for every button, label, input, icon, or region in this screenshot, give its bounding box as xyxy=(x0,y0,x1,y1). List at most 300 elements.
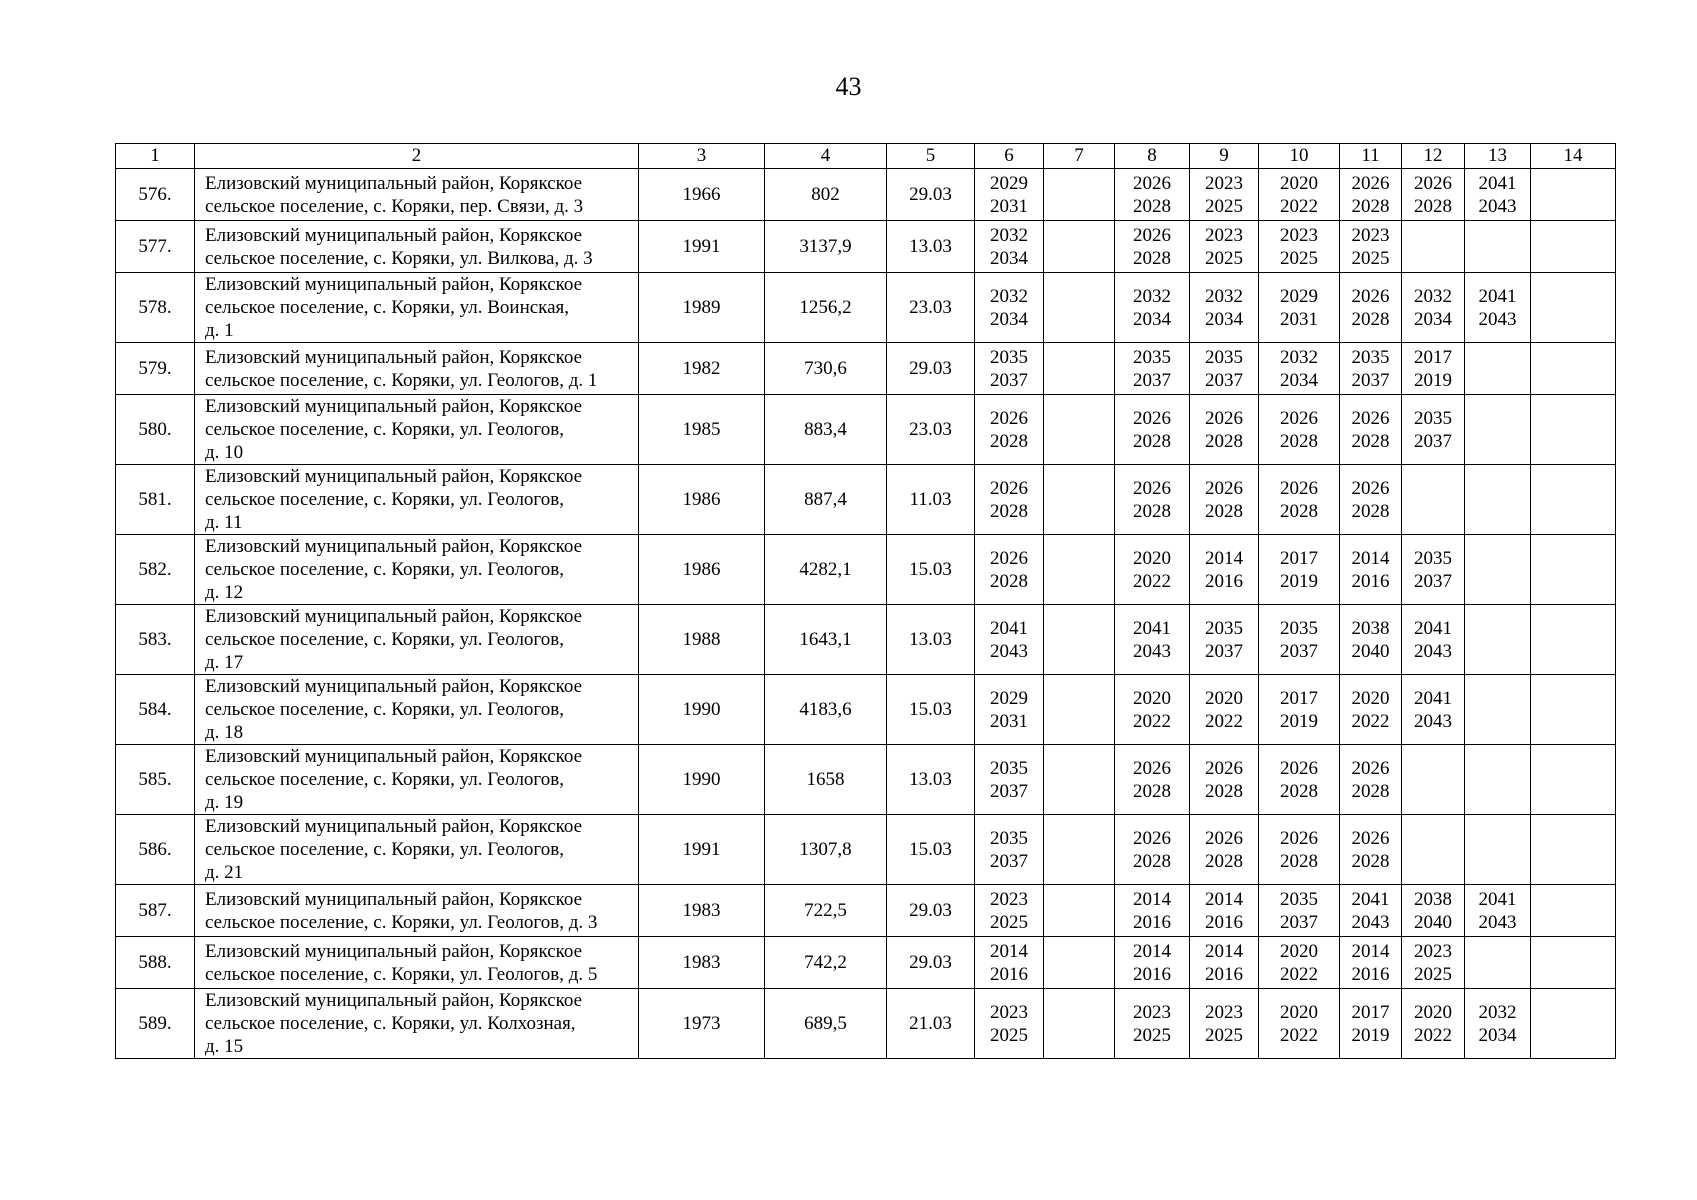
address-cell xyxy=(195,745,639,815)
period-start-year: 2020 xyxy=(1414,1001,1452,1023)
area-cell: 883,4 xyxy=(765,395,887,465)
repair-period-cell xyxy=(1044,675,1115,745)
period-start-year: 2023 xyxy=(990,1001,1028,1023)
repair-period-cell xyxy=(1402,885,1465,937)
period-end-year: 2028 xyxy=(1351,195,1390,217)
repair-period-cell xyxy=(1340,989,1402,1059)
repair-period-cell xyxy=(1340,535,1402,605)
year-built-cell: 1988 xyxy=(639,605,765,675)
period-end-year: 2034 xyxy=(1280,369,1318,391)
year-built-cell: 1983 xyxy=(639,937,765,989)
repair-period-cell xyxy=(1044,221,1115,273)
repair-period-cell xyxy=(1465,221,1531,273)
table-row xyxy=(116,395,1616,465)
period-start-year: 2029 xyxy=(1280,285,1318,307)
repair-period-cell xyxy=(975,937,1044,989)
repair-period-cell xyxy=(1340,343,1402,395)
repair-period-cell xyxy=(975,221,1044,273)
period-end-year: 2028 xyxy=(1133,500,1171,522)
period-start-year: 2041 xyxy=(1414,687,1452,709)
period-start-year: 2014 xyxy=(1205,547,1243,569)
period-end-year: 2043 xyxy=(1478,195,1517,217)
repair-period-cell xyxy=(1531,675,1616,745)
period-end-year: 2019 xyxy=(1280,710,1318,732)
repair-period-cell xyxy=(1465,745,1531,815)
period-end-year: 2028 xyxy=(1351,500,1390,522)
column-header: 2 xyxy=(195,144,639,169)
address-line: Елизовский муниципальный район, Корякское xyxy=(205,224,583,246)
period-end-year: 2028 xyxy=(990,500,1028,522)
period-start-year: 2023 xyxy=(1205,1001,1243,1023)
period-start-year: 2023 xyxy=(1133,1001,1171,1023)
row-number-cell: 579. xyxy=(116,343,195,395)
table-row xyxy=(116,885,1616,937)
period-start-year: 2023 xyxy=(1414,940,1452,962)
period-start-year: 2026 xyxy=(1205,827,1243,849)
year-built-cell: 1986 xyxy=(639,465,765,535)
code-cell: 29.03 xyxy=(887,937,975,989)
period-end-year: 2028 xyxy=(1133,430,1171,452)
period-end-year: 2016 xyxy=(990,963,1028,985)
repair-period-cell xyxy=(1115,937,1190,989)
repair-period-cell xyxy=(1340,885,1402,937)
area-cell: 722,5 xyxy=(765,885,887,937)
repair-period-cell xyxy=(1402,273,1465,343)
period-start-year: 2035 xyxy=(1280,888,1318,910)
period-start-year: 2026 xyxy=(1133,224,1171,246)
repair-period-cell xyxy=(1044,989,1115,1059)
column-header: 1 xyxy=(116,144,195,169)
repair-period-cell xyxy=(1259,989,1340,1059)
address-line: Елизовский муниципальный район, Корякское xyxy=(205,396,583,417)
period-start-year: 2020 xyxy=(1205,687,1243,709)
address-line: сельское поселение, с. Коряки, ул. Вилкова, д. 3 xyxy=(205,247,593,269)
period-end-year: 2037 xyxy=(1133,369,1171,391)
period-end-year: 2031 xyxy=(1280,308,1318,330)
period-start-year: 2014 xyxy=(1205,940,1243,962)
period-start-year: 2041 xyxy=(1478,285,1517,307)
code-cell: 15.03 xyxy=(887,535,975,605)
repair-period-cell xyxy=(1531,605,1616,675)
code-cell: 13.03 xyxy=(887,605,975,675)
period-start-year: 2035 xyxy=(1133,346,1171,368)
period-start-year: 2014 xyxy=(1133,940,1171,962)
period-end-year: 2016 xyxy=(1205,570,1243,592)
period-start-year: 2014 xyxy=(1133,888,1171,910)
year-built-cell: 1986 xyxy=(639,535,765,605)
period-start-year: 2029 xyxy=(990,687,1028,709)
period-start-year: 2026 xyxy=(1205,757,1243,779)
repair-period-cell xyxy=(1465,535,1531,605)
period-start-year: 2026 xyxy=(990,547,1028,569)
period-end-year: 2028 xyxy=(1351,850,1390,872)
address-line: Елизовский муниципальный район, Корякское xyxy=(205,888,583,910)
repair-period-cell xyxy=(1465,989,1531,1059)
period-end-year: 2025 xyxy=(1133,1024,1171,1046)
address-line: д. 19 xyxy=(205,792,244,813)
period-end-year: 2028 xyxy=(1205,850,1243,872)
table-row xyxy=(116,815,1616,885)
code-cell: 13.03 xyxy=(887,221,975,273)
period-start-year: 2026 xyxy=(1351,757,1390,779)
address-line: Елизовский муниципальный район, Корякское xyxy=(205,346,583,368)
repair-period-cell xyxy=(1402,169,1465,221)
repair-period-cell xyxy=(975,169,1044,221)
period-end-year: 2028 xyxy=(990,430,1028,452)
period-start-year: 2032 xyxy=(990,285,1028,307)
area-cell: 1658 xyxy=(765,745,887,815)
address-line: сельское поселение, с. Коряки, ул. Колхозная, xyxy=(205,1013,576,1034)
row-number-cell: 581. xyxy=(116,465,195,535)
year-built-cell: 1991 xyxy=(639,815,765,885)
period-start-year: 2032 xyxy=(990,224,1028,246)
repair-period-cell xyxy=(1190,221,1259,273)
period-end-year: 2028 xyxy=(1280,500,1318,522)
column-header: 14 xyxy=(1531,144,1616,169)
period-end-year: 2025 xyxy=(1351,247,1390,269)
repair-period-cell xyxy=(1402,937,1465,989)
area-cell: 742,2 xyxy=(765,937,887,989)
table-body xyxy=(116,169,1616,1059)
period-end-year: 2034 xyxy=(1133,308,1171,330)
repair-period-cell xyxy=(1402,343,1465,395)
row-number-cell: 576. xyxy=(116,169,195,221)
period-start-year: 2026 xyxy=(1133,827,1171,849)
address-line: Елизовский муниципальный район, Корякское xyxy=(205,816,583,837)
period-end-year: 2022 xyxy=(1280,963,1318,985)
repair-period-cell xyxy=(1340,221,1402,273)
address-cell xyxy=(195,395,639,465)
year-built-cell: 1982 xyxy=(639,343,765,395)
repair-period-cell xyxy=(1190,815,1259,885)
period-start-year: 2032 xyxy=(1280,346,1318,368)
address-line: Елизовский муниципальный район, Корякское xyxy=(205,606,583,627)
period-end-year: 2040 xyxy=(1351,640,1390,662)
repair-period-cell xyxy=(1531,273,1616,343)
repair-period-cell xyxy=(1259,745,1340,815)
row-number-cell: 583. xyxy=(116,605,195,675)
code-cell: 15.03 xyxy=(887,815,975,885)
address-line: сельское поселение, с. Коряки, ул. Геологов, xyxy=(205,489,564,510)
repair-period-cell xyxy=(1115,605,1190,675)
repair-period-cell xyxy=(1115,343,1190,395)
repair-period-cell xyxy=(1402,745,1465,815)
repair-period-cell xyxy=(1044,745,1115,815)
repair-period-cell xyxy=(1190,273,1259,343)
address-cell xyxy=(195,535,639,605)
period-start-year: 2026 xyxy=(1280,827,1318,849)
period-start-year: 2020 xyxy=(1351,687,1390,709)
repair-period-cell xyxy=(1531,395,1616,465)
address-cell xyxy=(195,343,639,395)
column-header: 4 xyxy=(765,144,887,169)
year-built-cell: 1990 xyxy=(639,675,765,745)
repair-period-cell xyxy=(1044,465,1115,535)
repair-period-cell xyxy=(1259,937,1340,989)
repair-period-cell xyxy=(1190,343,1259,395)
period-start-year: 2041 xyxy=(990,617,1028,639)
period-end-year: 2025 xyxy=(1280,247,1318,269)
period-end-year: 2028 xyxy=(1133,850,1171,872)
table-row xyxy=(116,989,1616,1059)
period-start-year: 2032 xyxy=(1133,285,1171,307)
period-end-year: 2016 xyxy=(1133,911,1171,933)
row-number-cell: 577. xyxy=(116,221,195,273)
address-line: сельское поселение, с. Коряки, ул. Геологов, д. 1 xyxy=(205,369,598,391)
period-start-year: 2041 xyxy=(1351,888,1390,910)
period-end-year: 2016 xyxy=(1133,963,1171,985)
period-end-year: 2019 xyxy=(1280,570,1318,592)
repair-period-cell xyxy=(1190,675,1259,745)
row-number-cell: 578. xyxy=(116,273,195,343)
period-start-year: 2023 xyxy=(1205,172,1243,194)
address-cell xyxy=(195,273,639,343)
table-row xyxy=(116,465,1616,535)
period-start-year: 2017 xyxy=(1351,1001,1390,1023)
repair-period-cell xyxy=(1259,605,1340,675)
column-header: 10 xyxy=(1259,144,1340,169)
area-cell: 887,4 xyxy=(765,465,887,535)
repair-period-cell xyxy=(1115,169,1190,221)
repair-period-cell xyxy=(1465,815,1531,885)
area-cell: 689,5 xyxy=(765,989,887,1059)
period-end-year: 2028 xyxy=(1280,850,1318,872)
address-line: сельское поселение, с. Коряки, ул. Геологов, xyxy=(205,769,564,790)
period-end-year: 2043 xyxy=(1414,710,1452,732)
period-end-year: 2022 xyxy=(1414,1024,1452,1046)
address-line: Елизовский муниципальный район, Корякское xyxy=(205,466,583,487)
address-line: д. 15 xyxy=(205,1036,244,1057)
period-end-year: 2040 xyxy=(1414,911,1452,933)
repair-period-cell xyxy=(975,395,1044,465)
period-start-year: 2035 xyxy=(990,827,1028,849)
repair-period-cell xyxy=(1115,273,1190,343)
address-line: Елизовский муниципальный район, Корякское xyxy=(205,990,583,1011)
period-end-year: 2037 xyxy=(1205,369,1243,391)
period-start-year: 2020 xyxy=(1133,687,1171,709)
address-line: Елизовский муниципальный район, Корякское xyxy=(205,940,583,962)
period-end-year: 2025 xyxy=(1205,1024,1243,1046)
address-line: д. 11 xyxy=(205,512,243,533)
table-row xyxy=(116,169,1616,221)
period-end-year: 2025 xyxy=(1205,247,1243,269)
period-start-year: 2032 xyxy=(1478,1001,1517,1023)
period-end-year: 2022 xyxy=(1133,710,1171,732)
period-end-year: 2025 xyxy=(1414,963,1452,985)
period-end-year: 2028 xyxy=(1133,247,1171,269)
address-line: Елизовский муниципальный район, Корякское xyxy=(205,676,583,697)
period-end-year: 2028 xyxy=(1205,430,1243,452)
repair-period-cell xyxy=(975,273,1044,343)
area-cell: 802 xyxy=(765,169,887,221)
area-cell: 4282,1 xyxy=(765,535,887,605)
period-end-year: 2037 xyxy=(1280,640,1318,662)
repair-period-cell xyxy=(1259,535,1340,605)
repair-period-cell xyxy=(1259,815,1340,885)
area-cell: 1643,1 xyxy=(765,605,887,675)
period-start-year: 2035 xyxy=(990,757,1028,779)
page-number: 43 xyxy=(835,72,862,101)
period-start-year: 2035 xyxy=(1205,346,1243,368)
repair-period-cell xyxy=(975,343,1044,395)
period-start-year: 2035 xyxy=(1414,407,1452,429)
period-start-year: 2026 xyxy=(1133,172,1171,194)
repair-period-cell xyxy=(1259,221,1340,273)
period-end-year: 2028 xyxy=(1205,780,1243,802)
repair-period-cell xyxy=(1044,169,1115,221)
repair-period-cell xyxy=(1531,169,1616,221)
period-start-year: 2026 xyxy=(1205,407,1243,429)
repair-period-cell xyxy=(1259,273,1340,343)
column-header: 5 xyxy=(887,144,975,169)
period-end-year: 2031 xyxy=(990,710,1028,732)
repair-period-cell xyxy=(1044,273,1115,343)
period-start-year: 2020 xyxy=(1280,1001,1318,1023)
period-end-year: 2043 xyxy=(1414,640,1452,662)
column-header: 8 xyxy=(1115,144,1190,169)
repair-period-cell xyxy=(1531,535,1616,605)
period-end-year: 2016 xyxy=(1351,963,1390,985)
repair-period-cell xyxy=(1115,465,1190,535)
repair-period-cell xyxy=(1531,989,1616,1059)
table-row xyxy=(116,343,1616,395)
code-cell: 13.03 xyxy=(887,745,975,815)
year-built-cell: 1966 xyxy=(639,169,765,221)
period-end-year: 2043 xyxy=(1133,640,1171,662)
period-start-year: 2032 xyxy=(1414,285,1452,307)
period-end-year: 2022 xyxy=(1133,570,1171,592)
period-end-year: 2028 xyxy=(1414,195,1452,217)
period-start-year: 2041 xyxy=(1133,617,1171,639)
period-end-year: 2037 xyxy=(1414,430,1452,452)
column-number-row xyxy=(116,144,1616,169)
repair-period-cell xyxy=(1340,815,1402,885)
period-end-year: 2034 xyxy=(990,308,1028,330)
period-start-year: 2026 xyxy=(1351,477,1390,499)
period-start-year: 2032 xyxy=(1205,285,1243,307)
code-cell: 23.03 xyxy=(887,395,975,465)
address-cell xyxy=(195,465,639,535)
address-line: д. 10 xyxy=(205,442,244,463)
period-start-year: 2035 xyxy=(990,346,1028,368)
repair-period-cell xyxy=(975,989,1044,1059)
address-cell xyxy=(195,885,639,937)
address-cell xyxy=(195,221,639,273)
repair-period-cell xyxy=(1190,745,1259,815)
address-line: сельское поселение, с. Коряки, ул. Геологов, xyxy=(205,559,564,580)
repair-period-cell xyxy=(1044,395,1115,465)
period-start-year: 2026 xyxy=(1133,407,1171,429)
repair-period-cell xyxy=(975,675,1044,745)
period-start-year: 2014 xyxy=(1351,547,1390,569)
repair-period-cell xyxy=(1402,395,1465,465)
code-cell: 29.03 xyxy=(887,343,975,395)
address-line: сельское поселение, с. Коряки, ул. Геологов, д. 3 xyxy=(205,911,598,933)
address-line: сельское поселение, с. Коряки, пер. Связи, д. 3 xyxy=(205,195,584,217)
address-line: Елизовский муниципальный район, Корякское xyxy=(205,274,583,295)
repair-period-cell xyxy=(1190,465,1259,535)
repair-period-cell xyxy=(1190,989,1259,1059)
year-built-cell: 1985 xyxy=(639,395,765,465)
period-end-year: 2037 xyxy=(1280,911,1318,933)
repair-period-cell xyxy=(1531,937,1616,989)
area-cell: 1256,2 xyxy=(765,273,887,343)
repair-period-cell xyxy=(1402,535,1465,605)
period-start-year: 2017 xyxy=(1414,346,1452,368)
row-number-cell: 589. xyxy=(116,989,195,1059)
period-start-year: 2020 xyxy=(1280,172,1318,194)
period-start-year: 2023 xyxy=(990,888,1028,910)
code-cell: 29.03 xyxy=(887,885,975,937)
area-cell: 4183,6 xyxy=(765,675,887,745)
area-cell: 3137,9 xyxy=(765,221,887,273)
period-start-year: 2026 xyxy=(1351,827,1390,849)
repair-period-cell xyxy=(1402,989,1465,1059)
address-line: сельское поселение, с. Коряки, ул. Геологов, xyxy=(205,419,564,440)
repair-period-cell xyxy=(1115,885,1190,937)
period-end-year: 2025 xyxy=(1205,195,1243,217)
year-built-cell: 1983 xyxy=(639,885,765,937)
repair-period-cell xyxy=(1340,465,1402,535)
period-end-year: 2019 xyxy=(1351,1024,1390,1046)
table-row xyxy=(116,221,1616,273)
period-end-year: 2043 xyxy=(1478,308,1517,330)
repair-period-cell xyxy=(1259,465,1340,535)
repair-period-cell xyxy=(975,815,1044,885)
period-start-year: 2026 xyxy=(1351,172,1390,194)
repair-period-cell xyxy=(1259,343,1340,395)
address-line: д. 12 xyxy=(205,582,244,603)
repair-period-cell xyxy=(1465,465,1531,535)
period-end-year: 2028 xyxy=(990,570,1028,592)
address-line: сельское поселение, с. Коряки, ул. Геологов, xyxy=(205,699,564,720)
repair-period-cell xyxy=(1531,885,1616,937)
repair-period-cell xyxy=(1465,675,1531,745)
period-end-year: 2019 xyxy=(1414,369,1452,391)
table-row xyxy=(116,675,1616,745)
period-start-year: 2026 xyxy=(990,407,1028,429)
period-end-year: 2034 xyxy=(990,247,1028,269)
period-end-year: 2037 xyxy=(1351,369,1390,391)
repair-period-cell xyxy=(975,885,1044,937)
row-number-cell: 582. xyxy=(116,535,195,605)
period-end-year: 2022 xyxy=(1205,710,1243,732)
repair-period-cell xyxy=(975,745,1044,815)
repair-period-cell xyxy=(1115,989,1190,1059)
period-start-year: 2026 xyxy=(990,477,1028,499)
period-end-year: 2028 xyxy=(1351,430,1390,452)
row-number-cell: 588. xyxy=(116,937,195,989)
repair-period-cell xyxy=(1402,221,1465,273)
address-line: сельское поселение, с. Коряки, ул. Геологов, д. 5 xyxy=(205,963,598,985)
period-end-year: 2037 xyxy=(990,850,1028,872)
address-cell xyxy=(195,605,639,675)
repair-period-cell xyxy=(1340,937,1402,989)
period-end-year: 2022 xyxy=(1280,1024,1318,1046)
repair-period-cell xyxy=(1340,675,1402,745)
address-line: Елизовский муниципальный район, Корякское xyxy=(205,536,583,557)
period-end-year: 2022 xyxy=(1351,710,1390,732)
repair-period-cell xyxy=(1465,885,1531,937)
period-start-year: 2020 xyxy=(1280,940,1318,962)
row-number-cell: 584. xyxy=(116,675,195,745)
period-end-year: 2031 xyxy=(990,195,1028,217)
repair-period-cell xyxy=(975,605,1044,675)
period-start-year: 2026 xyxy=(1280,477,1318,499)
period-start-year: 2035 xyxy=(1205,617,1243,639)
repair-period-cell xyxy=(1044,535,1115,605)
period-start-year: 2023 xyxy=(1280,224,1318,246)
